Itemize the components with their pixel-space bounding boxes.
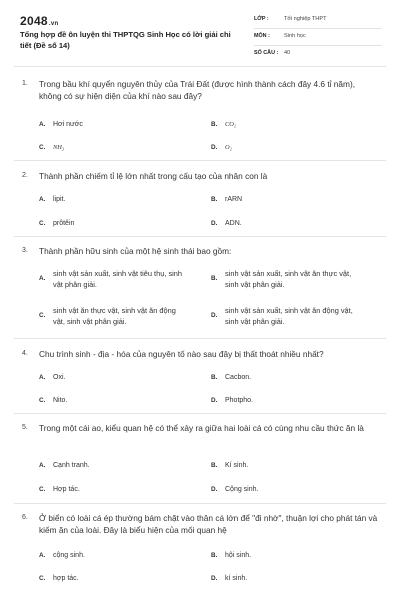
option-text: hội sinh. (225, 552, 252, 559)
question-text: Trong bầu khí quyển nguyên thủy của Trái Đất (được hình thành cách đây 4.6 tỉ năm), không có sự hiện diện của khí nào sau đây? (39, 79, 356, 101)
question-number: 1. (22, 80, 28, 87)
meta-value: Sinh học (284, 33, 306, 39)
option-text: sinh vật sản xuất, sinh vật ăn động vật, sinh vật phân giải. (225, 306, 353, 326)
option-text: lipit. (53, 196, 66, 203)
divider (14, 503, 386, 504)
option-text: Hơi nước (53, 121, 83, 128)
question-text: Ở biển có loài cá ép thường bám chặt vào thân cá lớn để "đi nhờ", thuận lợi cho phát tán và kiếm ăn của loài. Đây là biểu hiện của mối quan hệ (39, 513, 378, 535)
option-letter: A. (39, 552, 46, 559)
option-text: sinh vật sản xuất, sinh vật tiêu thụ, sinh vật phân giải. (53, 269, 183, 289)
divider (14, 338, 386, 339)
option-text: kí sinh. (225, 575, 248, 582)
option-text: hợp tác. (53, 575, 79, 582)
question-number: 2. (22, 172, 28, 179)
option-text: O₂ (225, 144, 232, 151)
document-meta (254, 12, 382, 63)
option-letter: A. (39, 275, 46, 282)
option-text: Photpho. (225, 397, 254, 404)
option-letter: B. (211, 196, 218, 203)
option-letter: C. (39, 144, 46, 151)
divider (14, 160, 386, 161)
option-letter: A. (39, 462, 46, 469)
document-title: Tổng hợp đề ôn luyện thi THPTQG Sinh Học có lời giải chi tiết (Đề số 14) (20, 30, 231, 50)
option-text: NH₃ (53, 144, 65, 151)
site-logo[interactable] (20, 14, 58, 28)
option-text: rARN (225, 196, 243, 203)
question-number: 3. (22, 247, 28, 254)
option-text: ADN. (225, 220, 242, 227)
option-letter: C. (39, 312, 46, 319)
option-letter: B. (211, 552, 218, 559)
option-text: Cộng sinh. (225, 486, 259, 493)
option-letter: D. (211, 312, 218, 319)
option-letter: B. (211, 374, 218, 381)
option-letter: B. (211, 121, 218, 128)
option-text: Hợp tác. (53, 486, 80, 493)
option-letter: D. (211, 486, 218, 493)
option-text: sinh vật ăn thực vật, sinh vật ăn động vật, sinh vật phân giải. (53, 306, 176, 326)
meta-label: LỚP : (254, 16, 269, 22)
option-text: Oxi. (53, 374, 66, 381)
option-letter: C. (39, 486, 46, 493)
option-letter: D. (211, 397, 218, 404)
option-letter: B. (211, 275, 218, 282)
question-number: 6. (22, 514, 28, 521)
option-text: cộng sinh. (53, 552, 85, 559)
meta-value: 40 (284, 50, 291, 56)
meta-row-count (254, 46, 382, 63)
option-text: Nito. (53, 397, 68, 404)
divider (14, 66, 386, 67)
option-letter: C. (39, 575, 46, 582)
option-text: CO₂ (225, 121, 237, 128)
logo-text: 2048 (20, 14, 48, 28)
option-text: Kí sinh. (225, 462, 249, 469)
meta-row-subject (254, 29, 382, 46)
option-letter: D. (211, 220, 218, 227)
question-text: Thành phần hữu sinh của một hệ sinh thái bao gồm: (39, 246, 232, 256)
question-text: Thành phần chiếm tỉ lệ lớn nhất trong cấu tạo của nhân con là (39, 171, 268, 181)
option-letter: A. (39, 196, 46, 203)
question-number: 4. (22, 350, 28, 357)
option-text: Cạnh tranh. (53, 462, 90, 469)
divider (14, 236, 386, 237)
option-letter: D. (211, 144, 218, 151)
logo-suffix: .vn (48, 21, 59, 27)
divider (14, 413, 386, 414)
question-text: Trong một cái ao, kiểu quan hệ có thể xảy ra giữa hai loài cá có cùng nhu cầu thức ăn là (39, 423, 364, 433)
document-header (0, 0, 400, 62)
option-text: sinh vật sản xuất, sinh vật ăn thực vật, sinh vật phân giải. (225, 269, 352, 289)
meta-label: SỐ CÂU : (254, 50, 279, 56)
option-text: Cacbon. (225, 374, 252, 381)
meta-value: Tốt nghiệp THPT (284, 16, 327, 22)
question-text: Chu trình sinh - địa - hóa của nguyên tố nào sau đây bị thất thoát nhiều nhất? (39, 349, 324, 359)
option-letter: A. (39, 374, 46, 381)
option-letter: C. (39, 397, 46, 404)
meta-row-class (254, 12, 382, 29)
meta-label: MÔN : (254, 33, 270, 39)
option-letter: B. (211, 462, 218, 469)
option-text: prôtêin (53, 220, 75, 227)
question-number: 5. (22, 424, 28, 431)
option-letter: C. (39, 220, 46, 227)
option-letter: D. (211, 575, 218, 582)
option-letter: A. (39, 121, 46, 128)
